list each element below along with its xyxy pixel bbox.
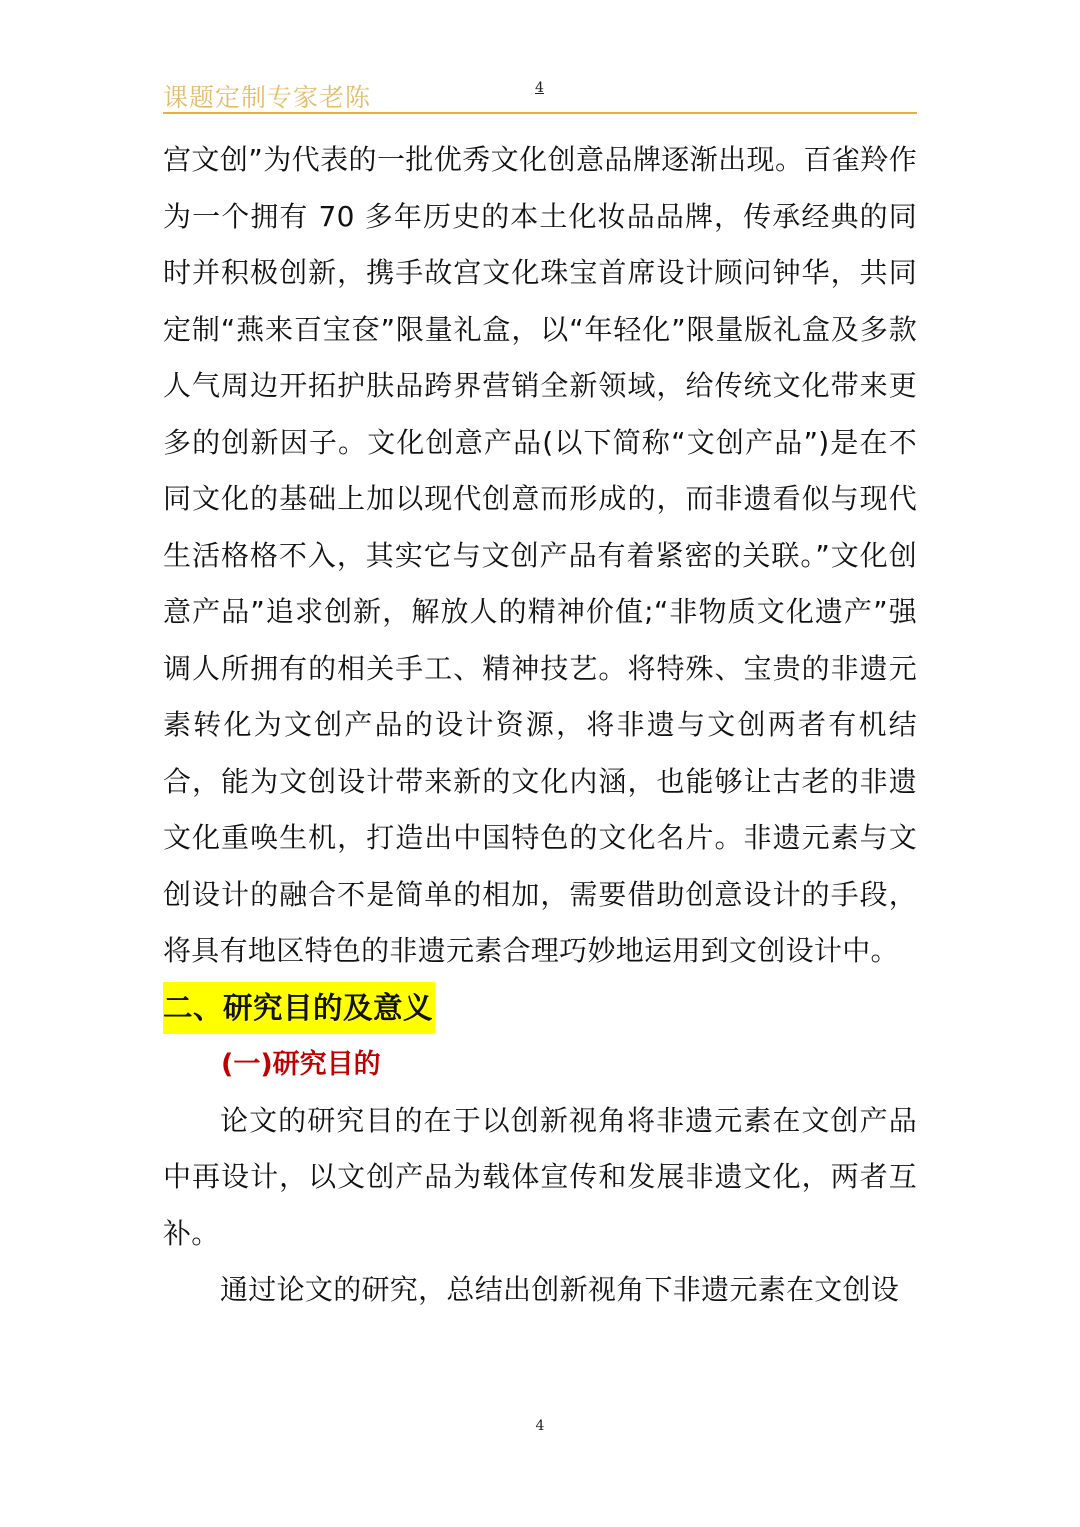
subsection-heading: (一)研究目的 xyxy=(221,1048,381,1080)
header-page-number: 4 xyxy=(535,80,544,96)
header-title: 课题定制专家老陈 xyxy=(163,83,372,112)
body-paragraph: 论文的研究目的在于以创新视角将非遗元素在文创产品中再设计，以文创产品为载体宣传和发展非遗文化，两者互补。 xyxy=(163,1103,917,1250)
page-header xyxy=(163,72,917,114)
footer-page-number: 4 xyxy=(535,1418,545,1434)
body-paragraph: 通过论文的研究，总结出创新视角下非遗元素在文创设 xyxy=(220,1273,900,1306)
body-paragraph: 宫文创”为代表的一批优秀文化创意品牌逐渐出现。百雀羚作为一个拥有 70 多年历史的本土化妆品品牌，传承经典的同时并积极创新，携手故宫文化珠宝首席设计顾问钟华，共同定制“燕来百宝奁”限量礼盒，以“年轻化”限量版礼盒及多款人气周边开拓护肤品跨界营销全新领域，给传统文化带来更多的创新因子。文化创意产品(以下简称“文创产品”)是在不同文化的基础上加以现代创意而形成的，而非遗看似与现代生活格格不入，其实它与文创产品有着紧密的关联。”文化创意产品”追求创新，解放人的精神价值;“非物质文化遗产”强调人所拥有的相关手工、精神技艺。将特殊、宝贵的非遗元素转化为文创产品的设计资源，将非遗与文创两者有机结合，能为文创设计带来新的文化内涵，也能够让古老的非遗文化重唤生机，打造出中国特色的文化名片。非遗元素与文创设计的融合不是简单的相加，需要借助创意设计的手段，将具有地区特色的非遗元素合理巧妙地运用到文创设计中。 xyxy=(163,143,917,967)
section-heading: 二、研究目的及意义 xyxy=(163,982,435,1034)
document-body xyxy=(163,132,917,1319)
